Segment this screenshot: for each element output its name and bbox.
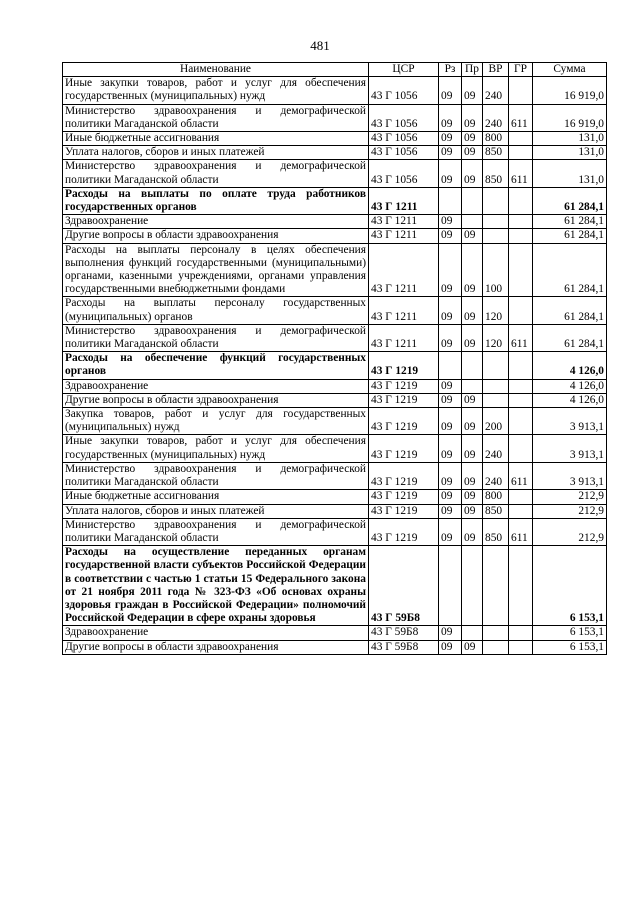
row-name-cell: Здравоохранение (63, 379, 369, 393)
row-rz-cell: 09 (439, 490, 462, 504)
header-rz: Рз (439, 63, 462, 77)
row-gr-cell (509, 243, 533, 297)
row-csr-cell: 43 Г 1219 (369, 490, 439, 504)
row-vr-cell: 800 (483, 132, 509, 146)
row-vr-cell: 120 (483, 297, 509, 324)
header-name: Наименование (63, 63, 369, 77)
row-csr-cell: 43 Г 1056 (369, 132, 439, 146)
row-name-cell: Расходы на осуществление переданных органам государственной власти субъектов Российской Федерации в соответствии с частью 1 статьи 15 Федерального закона от 21 ноября 2011 года № 323-ФЗ «Об основах охраны здоровья граждан в Российской Федерации» полномочий Российской Федерации в сфере охраны здоровья (63, 546, 369, 626)
table-row (63, 546, 607, 626)
row-sum-cell: 131,0 (533, 160, 607, 187)
row-name-cell: Здравоохранение (63, 215, 369, 229)
row-gr-cell (509, 187, 533, 214)
row-gr-cell (509, 393, 533, 407)
row-pr-cell: 09 (462, 393, 483, 407)
row-rz-cell (439, 187, 462, 214)
row-pr-cell: 09 (462, 640, 483, 654)
row-csr-cell: 43 Г 1219 (369, 504, 439, 518)
row-name-cell: Иные закупки товаров, работ и услуг для обеспечения государственных (муниципальных) нужд (63, 77, 369, 104)
row-sum-cell: 6 153,1 (533, 546, 607, 626)
row-vr-cell: 120 (483, 324, 509, 351)
row-csr-cell: 43 Г 1056 (369, 77, 439, 104)
row-gr-cell (509, 132, 533, 146)
table-row (63, 462, 607, 489)
row-pr-cell (462, 379, 483, 393)
table-row (63, 352, 607, 379)
row-gr-cell (509, 297, 533, 324)
row-vr-cell: 100 (483, 243, 509, 297)
row-sum-cell: 212,9 (533, 504, 607, 518)
table-row (63, 132, 607, 146)
table-row (63, 379, 607, 393)
row-rz-cell (439, 352, 462, 379)
row-sum-cell: 4 126,0 (533, 393, 607, 407)
row-name-cell: Министерство здравоохранения и демографической политики Магаданской области (63, 518, 369, 545)
row-rz-cell: 09 (439, 435, 462, 462)
row-rz-cell: 09 (439, 160, 462, 187)
row-csr-cell: 43 Г 1219 (369, 408, 439, 435)
header-csr: ЦСР (369, 63, 439, 77)
row-rz-cell: 09 (439, 504, 462, 518)
row-pr-cell: 09 (462, 435, 483, 462)
row-rz-cell: 09 (439, 393, 462, 407)
row-rz-cell: 09 (439, 462, 462, 489)
row-sum-cell: 16 919,0 (533, 104, 607, 131)
row-pr-cell: 09 (462, 297, 483, 324)
row-name-cell: Министерство здравоохранения и демографической политики Магаданской области (63, 324, 369, 351)
row-pr-cell: 09 (462, 132, 483, 146)
row-name-cell: Здравоохранение (63, 626, 369, 640)
row-vr-cell (483, 626, 509, 640)
row-vr-cell (483, 393, 509, 407)
row-csr-cell: 43 Г 1056 (369, 146, 439, 160)
row-rz-cell: 09 (439, 132, 462, 146)
row-gr-cell (509, 626, 533, 640)
row-pr-cell: 09 (462, 104, 483, 131)
row-pr-cell: 09 (462, 243, 483, 297)
row-sum-cell: 61 284,1 (533, 187, 607, 214)
table-row (63, 104, 607, 131)
row-rz-cell: 09 (439, 408, 462, 435)
row-csr-cell: 43 Г 1211 (369, 229, 439, 243)
row-sum-cell: 131,0 (533, 132, 607, 146)
table-row (63, 393, 607, 407)
header-pr: Пр (462, 63, 483, 77)
row-gr-cell: 611 (509, 462, 533, 489)
row-pr-cell (462, 352, 483, 379)
row-sum-cell: 6 153,1 (533, 640, 607, 654)
row-rz-cell: 09 (439, 626, 462, 640)
row-csr-cell: 43 Г 1211 (369, 215, 439, 229)
row-name-cell: Министерство здравоохранения и демографической политики Магаданской области (63, 160, 369, 187)
row-csr-cell: 43 Г 1219 (369, 462, 439, 489)
row-vr-cell (483, 352, 509, 379)
row-csr-cell: 43 Г 59Б8 (369, 546, 439, 626)
table-row (63, 626, 607, 640)
row-name-cell: Иные закупки товаров, работ и услуг для обеспечения государственных (муниципальных) нужд (63, 435, 369, 462)
row-pr-cell: 09 (462, 160, 483, 187)
row-rz-cell: 09 (439, 146, 462, 160)
row-gr-cell (509, 146, 533, 160)
row-rz-cell: 09 (439, 640, 462, 654)
page-number: 481 (310, 38, 330, 53)
row-name-cell: Расходы на выплаты по оплате труда работников государственных органов (63, 187, 369, 214)
row-sum-cell: 61 284,1 (533, 215, 607, 229)
row-pr-cell: 09 (462, 504, 483, 518)
table-row (63, 160, 607, 187)
row-rz-cell: 09 (439, 243, 462, 297)
row-rz-cell (439, 546, 462, 626)
table-row (63, 504, 607, 518)
row-vr-cell (483, 640, 509, 654)
table-header-row (63, 63, 607, 77)
row-sum-cell: 131,0 (533, 146, 607, 160)
row-pr-cell (462, 626, 483, 640)
header-sum: Сумма (533, 63, 607, 77)
table-row (63, 435, 607, 462)
table-row (63, 215, 607, 229)
row-name-cell: Иные бюджетные ассигнования (63, 490, 369, 504)
row-gr-cell: 611 (509, 104, 533, 131)
row-name-cell: Иные бюджетные ассигнования (63, 132, 369, 146)
row-csr-cell: 43 Г 59Б8 (369, 626, 439, 640)
row-csr-cell: 43 Г 1219 (369, 518, 439, 545)
table-row (63, 297, 607, 324)
row-sum-cell: 61 284,1 (533, 324, 607, 351)
row-vr-cell: 850 (483, 518, 509, 545)
row-sum-cell: 61 284,1 (533, 297, 607, 324)
row-rz-cell: 09 (439, 324, 462, 351)
table-row (63, 490, 607, 504)
row-gr-cell (509, 504, 533, 518)
row-gr-cell (509, 435, 533, 462)
row-csr-cell: 43 Г 1056 (369, 160, 439, 187)
table-row (63, 146, 607, 160)
header-vr: ВР (483, 63, 509, 77)
row-rz-cell: 09 (439, 77, 462, 104)
row-vr-cell: 240 (483, 462, 509, 489)
row-gr-cell (509, 77, 533, 104)
row-csr-cell: 43 Г 1219 (369, 393, 439, 407)
row-rz-cell: 09 (439, 297, 462, 324)
row-gr-cell (509, 229, 533, 243)
table-row (63, 187, 607, 214)
row-rz-cell: 09 (439, 379, 462, 393)
row-pr-cell: 09 (462, 462, 483, 489)
row-csr-cell: 43 Г 1211 (369, 243, 439, 297)
row-name-cell: Уплата налогов, сборов и иных платежей (63, 146, 369, 160)
row-vr-cell: 850 (483, 160, 509, 187)
row-pr-cell: 09 (462, 229, 483, 243)
row-vr-cell (483, 379, 509, 393)
row-vr-cell (483, 187, 509, 214)
row-pr-cell (462, 187, 483, 214)
row-sum-cell: 212,9 (533, 490, 607, 504)
row-pr-cell: 09 (462, 146, 483, 160)
row-csr-cell: 43 Г 1219 (369, 352, 439, 379)
row-sum-cell: 61 284,1 (533, 243, 607, 297)
table-row (63, 408, 607, 435)
row-sum-cell: 3 913,1 (533, 435, 607, 462)
table-row (63, 324, 607, 351)
budget-table (62, 62, 607, 655)
row-vr-cell: 850 (483, 146, 509, 160)
row-vr-cell (483, 546, 509, 626)
row-sum-cell: 4 126,0 (533, 352, 607, 379)
row-vr-cell: 240 (483, 77, 509, 104)
row-name-cell: Другие вопросы в области здравоохранения (63, 640, 369, 654)
header-gr: ГР (509, 63, 533, 77)
row-name-cell: Министерство здравоохранения и демографической политики Магаданской области (63, 104, 369, 131)
row-sum-cell: 4 126,0 (533, 379, 607, 393)
row-rz-cell: 09 (439, 104, 462, 131)
table-row (63, 640, 607, 654)
row-name-cell: Расходы на выплаты персоналу государственных (муниципальных) органов (63, 297, 369, 324)
row-vr-cell: 200 (483, 408, 509, 435)
row-gr-cell: 611 (509, 324, 533, 351)
row-sum-cell: 3 913,1 (533, 408, 607, 435)
table-row (63, 518, 607, 545)
row-gr-cell (509, 490, 533, 504)
row-vr-cell: 240 (483, 104, 509, 131)
row-gr-cell: 611 (509, 518, 533, 545)
row-pr-cell: 09 (462, 490, 483, 504)
row-csr-cell: 43 Г 1211 (369, 187, 439, 214)
row-pr-cell (462, 215, 483, 229)
row-vr-cell: 850 (483, 504, 509, 518)
row-csr-cell: 43 Г 59Б8 (369, 640, 439, 654)
row-name-cell: Закупка товаров, работ и услуг для государственных (муниципальных) нужд (63, 408, 369, 435)
row-rz-cell: 09 (439, 229, 462, 243)
row-vr-cell (483, 229, 509, 243)
row-vr-cell (483, 215, 509, 229)
table-body (63, 77, 607, 655)
row-name-cell: Другие вопросы в области здравоохранения (63, 229, 369, 243)
row-rz-cell: 09 (439, 518, 462, 545)
row-gr-cell (509, 546, 533, 626)
row-rz-cell: 09 (439, 215, 462, 229)
row-sum-cell: 61 284,1 (533, 229, 607, 243)
row-sum-cell: 212,9 (533, 518, 607, 545)
row-sum-cell: 6 153,1 (533, 626, 607, 640)
row-csr-cell: 43 Г 1211 (369, 297, 439, 324)
row-gr-cell (509, 352, 533, 379)
row-pr-cell: 09 (462, 518, 483, 545)
row-name-cell: Министерство здравоохранения и демографической политики Магаданской области (63, 462, 369, 489)
row-vr-cell: 240 (483, 435, 509, 462)
table-row (63, 229, 607, 243)
table-row (63, 77, 607, 104)
row-pr-cell: 09 (462, 77, 483, 104)
row-gr-cell: 611 (509, 160, 533, 187)
row-gr-cell (509, 408, 533, 435)
row-csr-cell: 43 Г 1219 (369, 379, 439, 393)
table-row (63, 243, 607, 297)
row-pr-cell (462, 546, 483, 626)
row-csr-cell: 43 Г 1211 (369, 324, 439, 351)
row-name-cell: Расходы на обеспечение функций государственных органов (63, 352, 369, 379)
row-name-cell: Расходы на выплаты персоналу в целях обеспечения выполнения функций государственными (муниципальными) органами, казенными учреждениями, органами управления государственными внебюджетными фондами (63, 243, 369, 297)
row-pr-cell: 09 (462, 324, 483, 351)
row-name-cell: Другие вопросы в области здравоохранения (63, 393, 369, 407)
row-csr-cell: 43 Г 1219 (369, 435, 439, 462)
row-vr-cell: 800 (483, 490, 509, 504)
row-gr-cell (509, 640, 533, 654)
row-gr-cell (509, 215, 533, 229)
row-pr-cell: 09 (462, 408, 483, 435)
row-sum-cell: 3 913,1 (533, 462, 607, 489)
row-csr-cell: 43 Г 1056 (369, 104, 439, 131)
row-gr-cell (509, 379, 533, 393)
row-sum-cell: 16 919,0 (533, 77, 607, 104)
row-name-cell: Уплата налогов, сборов и иных платежей (63, 504, 369, 518)
